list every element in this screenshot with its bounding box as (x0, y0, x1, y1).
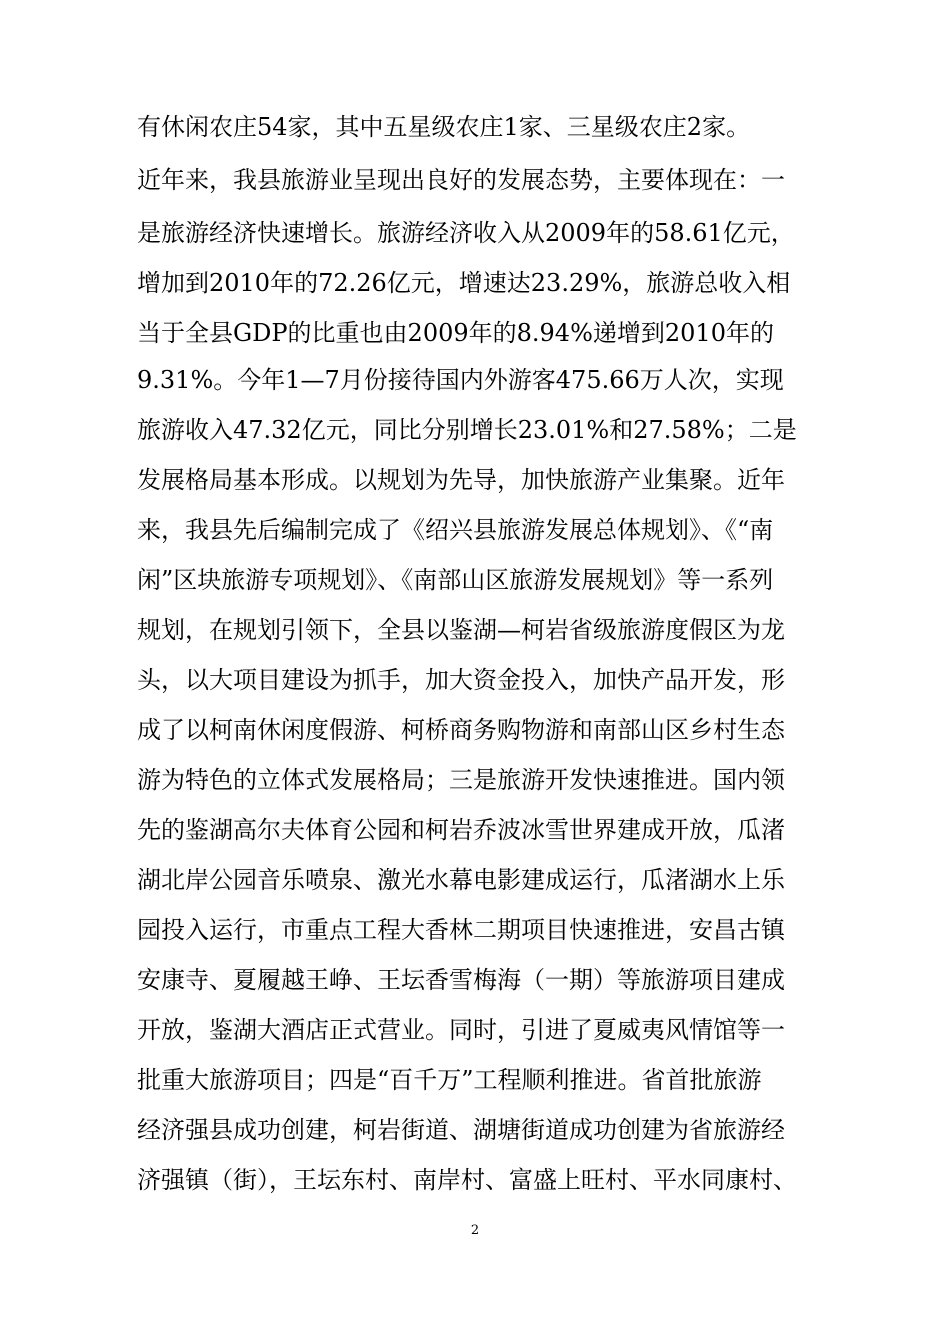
paragraph-line: 批重大旅游项目；四是“百千万”工程顺利推进。省首批旅游 (137, 1066, 762, 1094)
paragraph-line: 规划，在规划引领下，全县以鉴湖—柯岩省级旅游度假区为龙 (137, 616, 785, 644)
paragraph-line: 先的鉴湖高尔夫体育公园和柯岩乔波冰雪世界建成开放，瓜渚 (137, 816, 785, 844)
paragraph-line: 发展格局基本形成。以规划为先导，加快旅游产业集聚。近年 (137, 466, 785, 494)
paragraph-line: 有休闲农庄54家，其中五星级农庄1家、三星级农庄2家。 (137, 113, 751, 141)
page-number: 2 (470, 1223, 480, 1238)
paragraph-line: 安康寺、夏履越王峥、王坛香雪梅海（一期）等旅游项目建成 (137, 966, 785, 994)
paragraph-line: 旅游收入47.32亿元，同比分别增长23.01%和27.58%；二是 (137, 416, 797, 444)
paragraph-line: 头，以大项目建设为抓手，加大资金投入，加快产品开发，形 (137, 666, 785, 694)
paragraph-line: 增加到2010年的72.26亿元，增速达23.29%，旅游总收入相 (137, 269, 791, 297)
paragraph-line: 当于全县GDP的比重也由2009年的8.94%递增到2010年的 (137, 319, 774, 347)
paragraph-line: 济强镇（街），王坛东村、南岸村、富盛上旺村、平水同康村、 (137, 1166, 797, 1194)
paragraph-line: 是旅游经济快速增长。旅游经济收入从2009年的58.61亿元， (137, 219, 795, 247)
paragraph-line: 来，我县先后编制完成了《绍兴县旅游发展总体规划》、《“南 (137, 516, 774, 544)
paragraph-line: 园投入运行，市重点工程大香林二期项目快速推进，安昌古镇 (137, 916, 785, 944)
paragraph-line: 开放，鉴湖大酒店正式营业。同时，引进了夏威夷风情馆等一 (137, 1016, 785, 1044)
paragraph-line: 成了以柯南休闲度假游、柯桥商务购物游和南部山区乡村生态 (137, 716, 785, 744)
paragraph-line: 闲”区块旅游专项规划》、《南部山区旅游发展规划》等一系列 (137, 566, 774, 594)
paragraph-line: 游为特色的立体式发展格局；三是旅游开发快速推进。国内领 (137, 766, 785, 794)
paragraph-line: 湖北岸公园音乐喷泉、激光水幕电影建成运行，瓜渚湖水上乐 (137, 866, 785, 894)
paragraph-line: 近年来，我县旅游业呈现出良好的发展态势，主要体现在：一 (137, 166, 785, 194)
paragraph-line: 经济强县成功创建，柯岩街道、湖塘街道成功创建为省旅游经 (137, 1116, 785, 1144)
paragraph-line: 9.31%。今年1—7月份接待国内外游客475.66万人次，实现 (137, 366, 784, 394)
